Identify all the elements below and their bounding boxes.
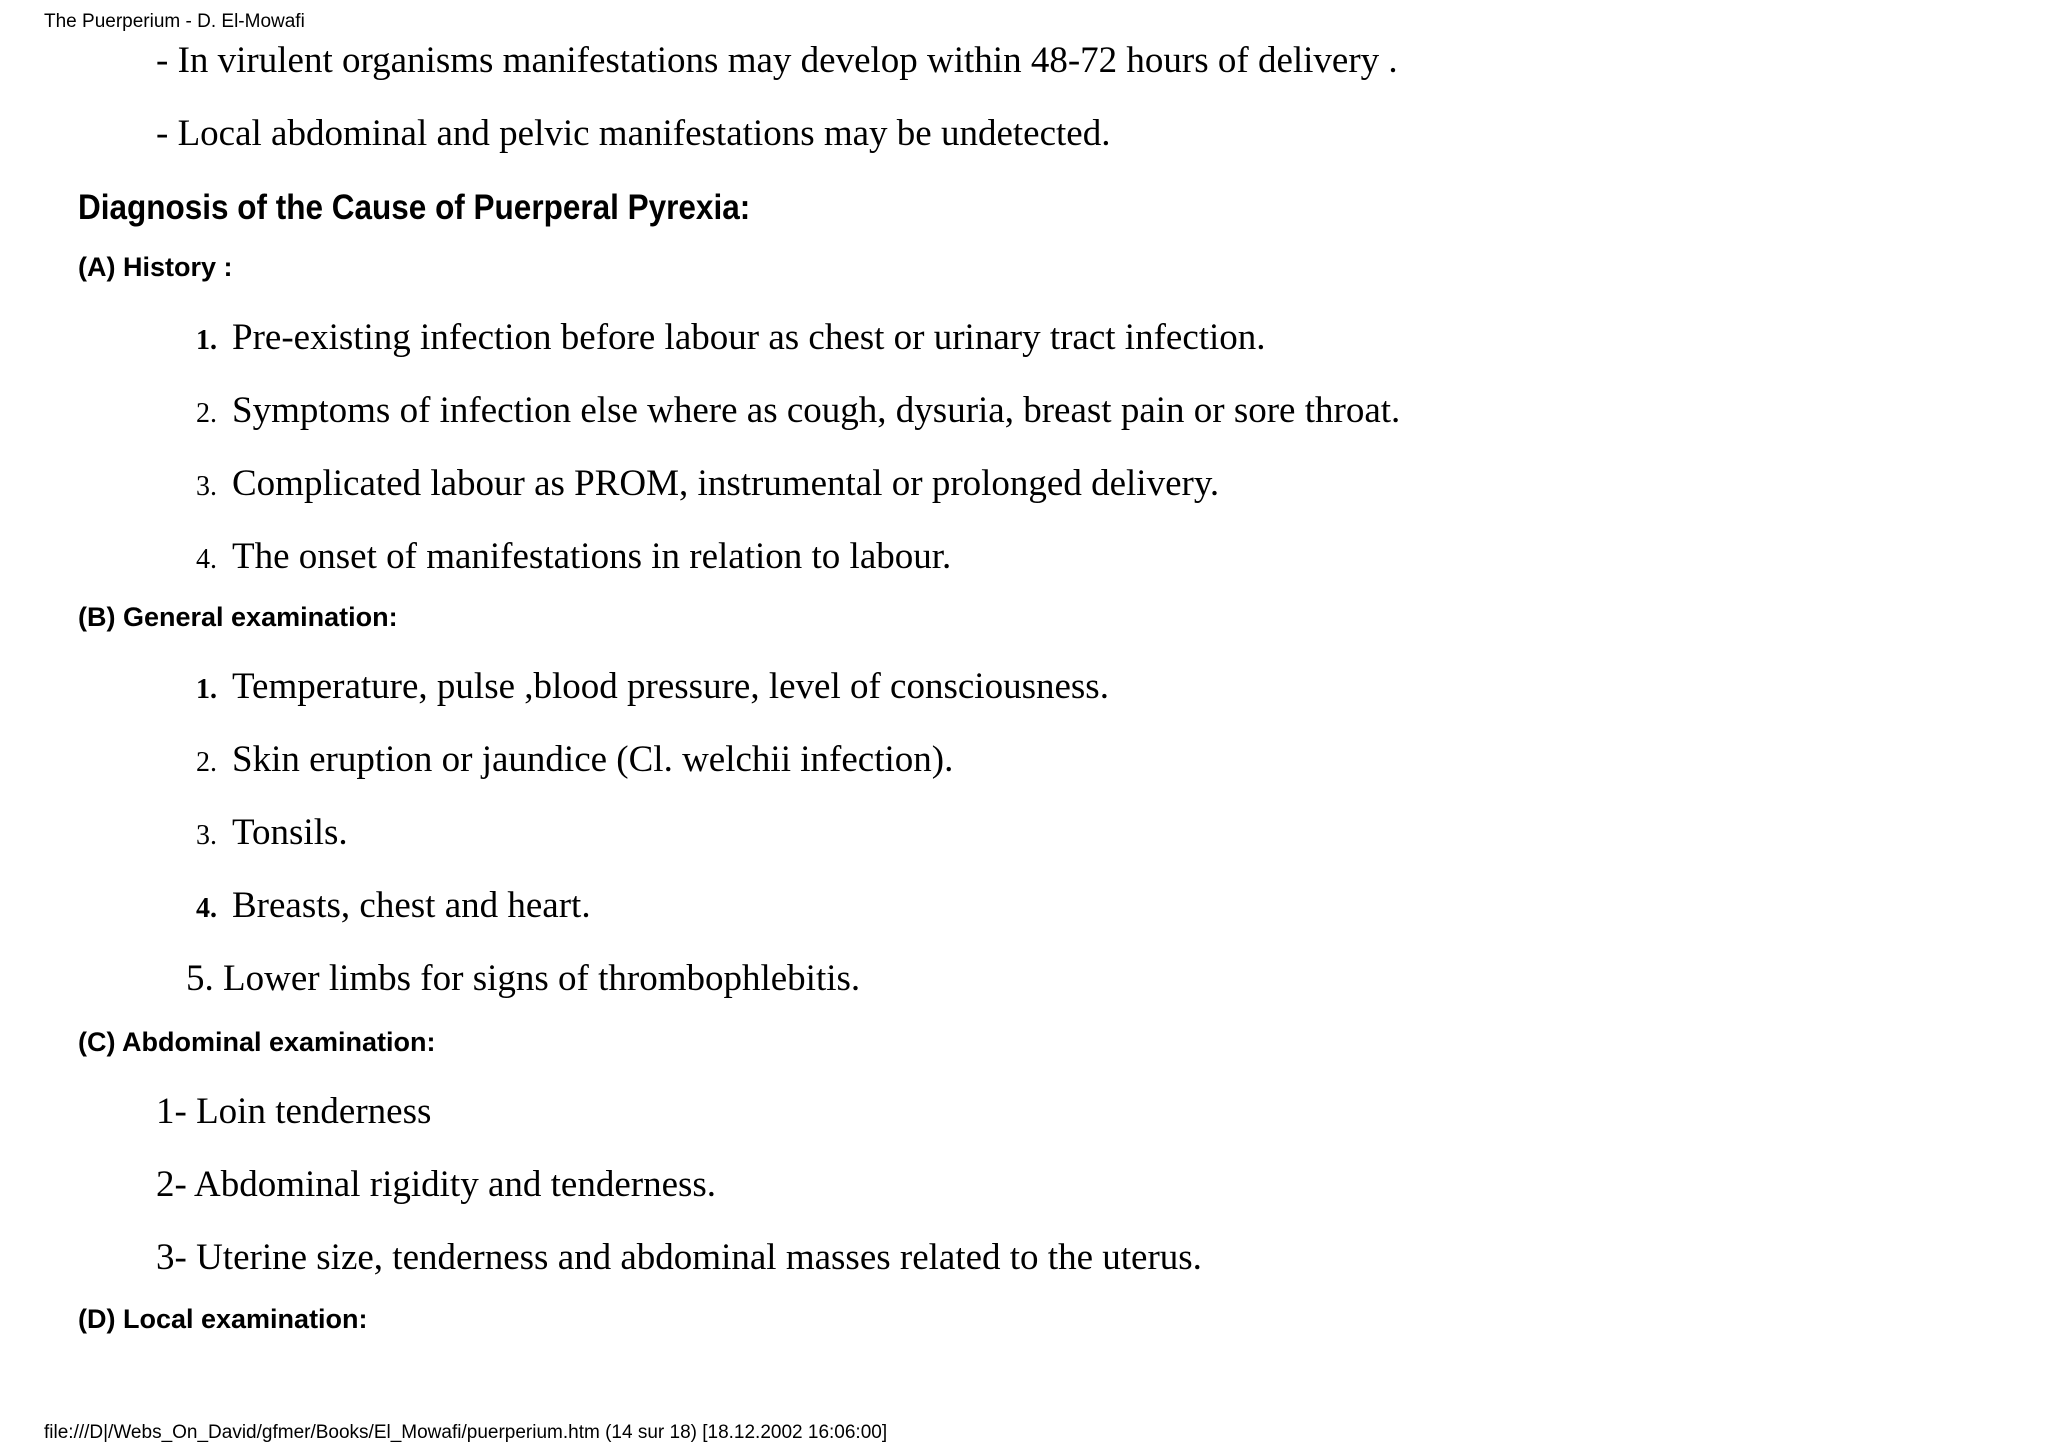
item-text: Tonsils. [232,812,348,853]
list-item: 3- Uterine size, tenderness and abdominal masses related to the uterus. [156,1237,1202,1278]
item-text: Skin eruption or jaundice (Cl. welchii infection). [232,739,954,780]
intro-line-local: - Local abdominal and pelvic manifestations may be undetected. [156,113,1111,154]
list-item [196,389,1400,436]
general-exam-heading: (B) General examination: [78,602,398,632]
item-number: 4. [196,893,217,924]
intro-line-virulent: - In virulent organisms manifestations may develop within 48-72 hours of delivery . [156,40,1398,81]
item-number: 3. [196,471,217,502]
list-item [196,316,1266,363]
print-header: The Puerperium - D. El-Mowafi [44,11,305,32]
item-number: 2. [196,398,217,429]
print-footer-url: file:///D|/Webs_On_David/gfmer/Books/El_Mowafi/puerperium.htm (14 sur 18) [18.12.2002 16:06:00] [44,1422,888,1443]
item-text: Pre-existing infection before labour as chest or urinary tract infection. [232,317,1266,358]
item-number: 3. [196,820,217,851]
item-text: Symptoms of infection else where as cough, dysuria, breast pain or sore throat. [232,390,1401,431]
local-exam-heading: (D) Local examination: [78,1304,368,1334]
list-item [196,884,591,931]
list-item: 2- Abdominal rigidity and tenderness. [156,1164,717,1205]
item-number: 2. [196,747,217,778]
list-item [196,811,348,858]
item-number: 4. [196,544,217,575]
section-heading: Diagnosis of the Cause of Puerperal Pyrexia: [78,188,751,227]
item-number: 1. [196,325,217,356]
list-item: 5. Lower limbs for signs of thrombophlebitis. [186,958,861,999]
item-text: Breasts, chest and heart. [232,885,591,926]
item-text: Complicated labour as PROM, instrumental or prolonged delivery. [232,463,1220,504]
list-item [196,535,951,582]
abdominal-exam-heading: (C) Abdominal examination: [78,1027,436,1057]
item-text: The onset of manifestations in relation to labour. [232,536,952,577]
list-item [196,462,1219,509]
item-text: Temperature, pulse ,blood pressure, level of consciousness. [232,666,1109,707]
list-item: 1- Loin tenderness [156,1091,432,1132]
list-item [196,665,1109,712]
history-heading: (A) History : [78,252,233,282]
list-item [196,738,953,785]
item-number: 1. [196,674,217,705]
